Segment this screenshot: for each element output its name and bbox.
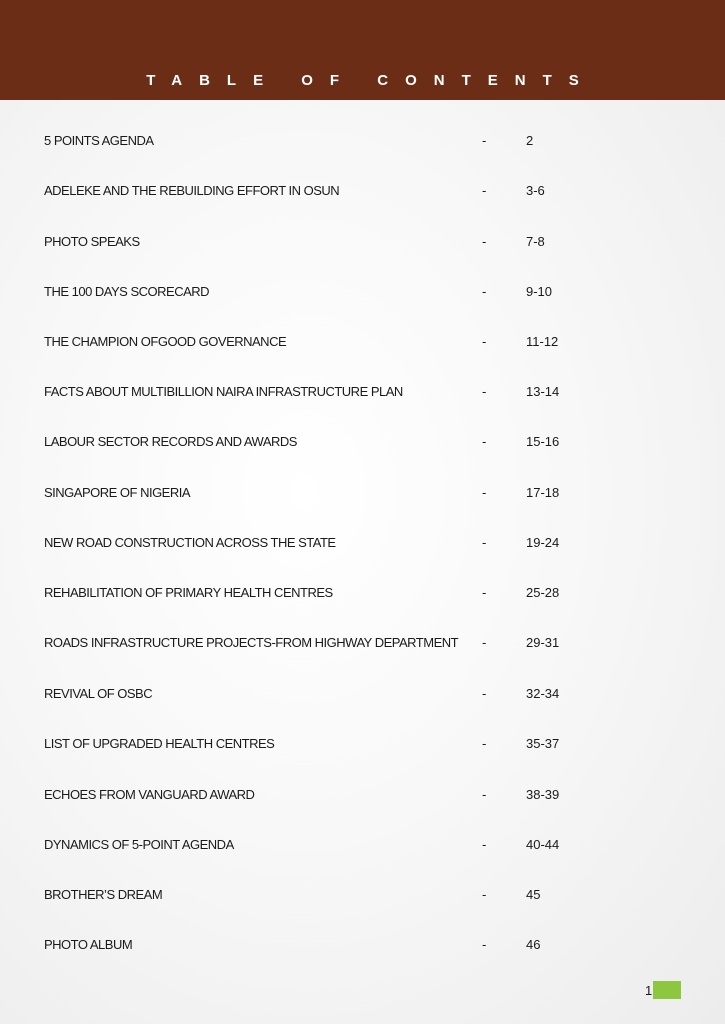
page-title: TABLE OF CONTENTS (146, 72, 596, 89)
toc-entry-title: THE 100 DAYS SCORECARD (44, 284, 210, 299)
toc-entry (0, 382, 725, 402)
toc-entry-title: DYNAMICS OF 5-POINT AGENDA (44, 837, 234, 852)
toc-entry (0, 633, 725, 653)
toc-entry-title: PHOTO ALBUM (44, 937, 133, 952)
toc-entry-dash: - (482, 284, 487, 299)
toc-entry-pages: 45 (526, 887, 541, 902)
toc-entry-title: ROADS INFRASTRUCTURE PROJECTS-FROM HIGHWAY DEPARTMENT (44, 635, 459, 650)
toc-entry (0, 935, 725, 955)
page-number-marker (653, 981, 681, 999)
toc-entry-title: SINGAPORE OF NIGERIA (44, 485, 191, 500)
toc-entry-pages: 29-31 (526, 635, 560, 650)
toc-entry (0, 282, 725, 302)
toc-entry-pages: 9-10 (526, 284, 553, 299)
toc-entry (0, 583, 725, 603)
toc-entry-title: PHOTO SPEAKS (44, 234, 140, 249)
toc-entry-pages: 11-12 (526, 334, 559, 349)
toc-entry-pages: 19-24 (526, 535, 560, 550)
toc-entry-title: ADELEKE AND THE REBUILDING EFFORT IN OSUN (44, 183, 340, 198)
toc-entry (0, 483, 725, 503)
toc-entry-title: 5 POINTS AGENDA (44, 133, 154, 148)
toc-entry-title: ECHOES FROM VANGUARD AWARD (44, 787, 255, 802)
toc-entry (0, 885, 725, 905)
toc-entry-dash: - (482, 937, 487, 952)
toc-entry (0, 131, 725, 151)
toc-entry-dash: - (482, 485, 487, 500)
toc-entry-title: LIST OF UPGRADED HEALTH CENTRES (44, 736, 275, 751)
toc-entry-dash: - (482, 585, 487, 600)
page-number: 1 (645, 983, 653, 998)
toc-entry (0, 533, 725, 553)
toc-entry-pages: 35-37 (526, 736, 560, 751)
toc-entry-pages: 32-34 (526, 686, 560, 701)
toc-entry-pages: 25-28 (526, 585, 560, 600)
toc-entry (0, 835, 725, 855)
toc-entry-dash: - (482, 334, 487, 349)
toc-entry (0, 332, 725, 352)
toc-entry-title: NEW ROAD CONSTRUCTION ACROSS THE STATE (44, 535, 336, 550)
toc-entry (0, 232, 725, 252)
toc-entry-dash: - (482, 434, 487, 449)
toc-entry-title: THE CHAMPION OFGOOD GOVERNANCE (44, 334, 287, 349)
toc-entry (0, 684, 725, 704)
toc-entry (0, 734, 725, 754)
toc-entry-pages: 46 (526, 937, 541, 952)
toc-entry-pages: 7-8 (526, 234, 545, 249)
toc-entry-dash: - (482, 686, 487, 701)
toc-entry-dash: - (482, 837, 487, 852)
toc-entry-title: BROTHER’S DREAM (44, 887, 163, 902)
toc-entry-dash: - (482, 183, 487, 198)
toc-entry-dash: - (482, 635, 487, 650)
toc-entry-title: REVIVAL OF OSBC (44, 686, 153, 701)
toc-entry (0, 785, 725, 805)
toc-entry-pages: 40-44 (526, 837, 560, 852)
toc-entry (0, 432, 725, 452)
toc-entry-pages: 15-16 (526, 434, 560, 449)
toc-entry-pages: 38-39 (526, 787, 560, 802)
toc-entry-pages: 2 (526, 133, 534, 148)
toc-entry-pages: 3-6 (526, 183, 545, 198)
toc-entry-dash: - (482, 887, 487, 902)
toc-entry-title: REHABILITATION OF PRIMARY HEALTH CENTRES (44, 585, 333, 600)
toc-entry-dash: - (482, 736, 487, 751)
toc-entry-dash: - (482, 535, 487, 550)
toc-entry-dash: - (482, 234, 487, 249)
toc-entry-dash: - (482, 133, 487, 148)
toc-entry-title: LABOUR SECTOR RECORDS AND AWARDS (44, 434, 297, 449)
toc-entry (0, 181, 725, 201)
toc-entry-pages: 17-18 (526, 485, 560, 500)
toc-entry-title: FACTS ABOUT MULTIBILLION NAIRA INFRASTRUCTURE PLAN (44, 384, 403, 399)
toc-entry-dash: - (482, 384, 487, 399)
toc-entry-pages: 13-14 (526, 384, 560, 399)
toc-entry-dash: - (482, 787, 487, 802)
